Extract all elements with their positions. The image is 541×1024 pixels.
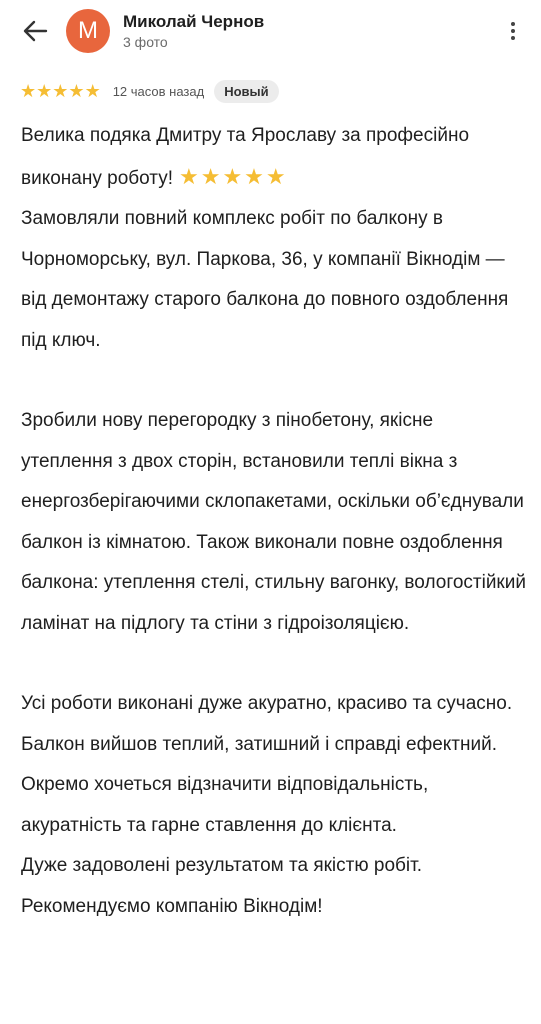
photo-count: 3 фото bbox=[123, 34, 168, 50]
arrow-left-icon bbox=[22, 20, 48, 42]
review-paragraph-3: Зробили нову перегородку з пінобетону, якісне утеплення з двох сторін, встановили теплі вікна з енергозберігаючими склопакетами, оскільки об’єднували балкон із кімнатою. Також виконали повне оздоблення балкона: утеплення стелі, стильну вагонку, вологостійкий ламінат на підлогу та стіни з гідроізоляцією. bbox=[21, 410, 526, 634]
review-paragraph-5: Дуже задоволені результатом та якістю робіт. Рекомендуємо компанію Вікнодім! bbox=[21, 855, 422, 917]
star-icon: ★ bbox=[68, 81, 85, 101]
star-icon: ★ bbox=[84, 81, 101, 101]
more-options-button[interactable] bbox=[503, 16, 523, 46]
review-meta bbox=[20, 78, 279, 104]
rating-stars bbox=[20, 82, 101, 100]
review-paragraph-4: Усі роботи виконані дуже акуратно, красиво та сучасно. Балкон вийшов теплий, затишний і справді ефектний. Окремо хочеться відзначити відповідальність, акуратність та гарне ставлення до клієнта. bbox=[21, 693, 513, 836]
review-text bbox=[21, 116, 526, 927]
star-icon: ★ bbox=[20, 81, 37, 101]
inline-stars-icon: ★★★★★ bbox=[179, 163, 288, 189]
review-time: 12 часов назад bbox=[112, 83, 205, 99]
avatar[interactable]: М bbox=[66, 9, 110, 53]
more-dots-icon bbox=[511, 22, 515, 26]
star-icon: ★ bbox=[36, 81, 53, 101]
star-icon: ★ bbox=[52, 81, 69, 101]
review-paragraph-1-text: Велика подяка Дмитру та Ярославу за професійно виконану роботу! bbox=[21, 125, 470, 189]
review-paragraph-2: Замовляли повний комплекс робіт по балкону в Чорноморську, вул. Паркова, 36, у компанії Вікнодім — від демонтажу старого балкона до повного оздоблення під ключ. bbox=[21, 208, 509, 351]
back-button[interactable] bbox=[20, 16, 50, 46]
new-badge: Новый bbox=[214, 80, 278, 103]
user-name[interactable]: Миколай Чернов bbox=[123, 12, 265, 31]
review-paragraph-1 bbox=[21, 116, 526, 199]
review-header bbox=[0, 0, 541, 64]
